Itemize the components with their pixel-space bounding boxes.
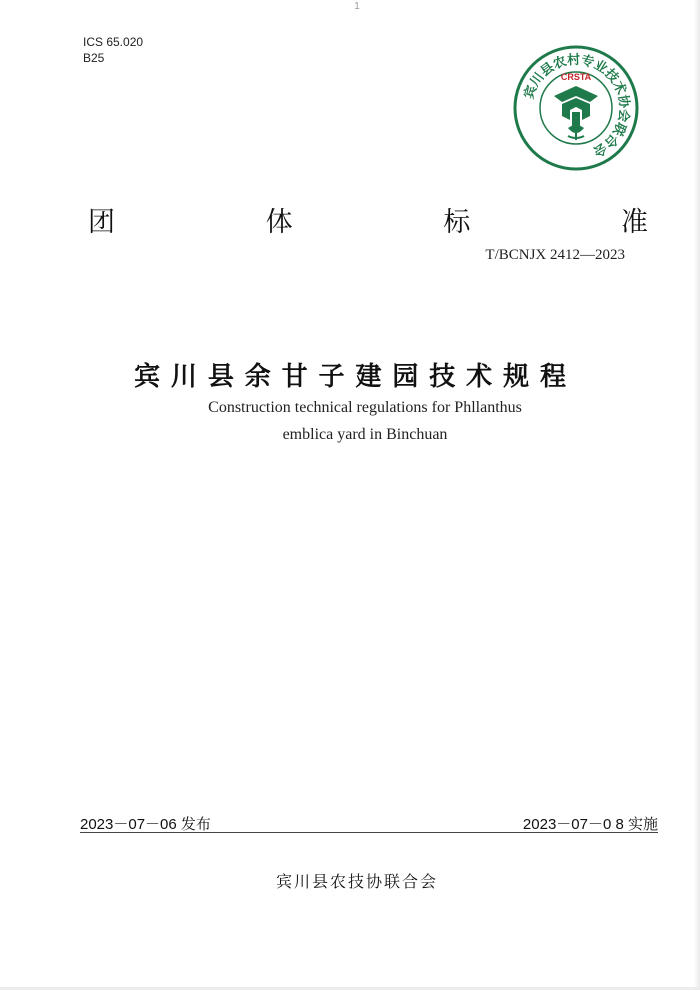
classification-block [83, 34, 143, 66]
title-char: 子 [318, 362, 345, 392]
ics-code: ICS 65.020 [83, 35, 144, 49]
title-char: 余 [244, 362, 271, 392]
title-char: 宾 [134, 362, 161, 392]
issue-date: 2023－07－06 发布 [80, 816, 211, 833]
logo-seal-icon [512, 44, 640, 172]
standard-type-char: 标 [443, 207, 471, 238]
title-char: 程 [539, 362, 566, 392]
implementation-date: 2023－07－0 8 实施 [522, 816, 658, 833]
standard-type-char: 准 [620, 207, 648, 238]
page-edge [694, 0, 700, 990]
title-chinese [134, 356, 566, 393]
logo-abbr: CRSTA [560, 72, 592, 82]
title-char: 建 [355, 362, 382, 392]
association-logo [512, 44, 640, 172]
title-char: 技 [429, 362, 456, 392]
title-char: 县 [207, 362, 234, 392]
publisher: 宾川县农技协联合会 [275, 872, 438, 891]
standard-code: T/BCNJX 2412—2023 [485, 247, 625, 263]
title-char: 川 [170, 362, 197, 392]
title-english-line: emblica yard in Binchuan [282, 426, 448, 443]
title-char: 甘 [281, 362, 308, 392]
title-char: 园 [392, 362, 419, 392]
page-number: 1 [354, 1, 360, 12]
standard-type-char: 团 [88, 207, 115, 238]
logo-ring-text: 宾川县农村专业技术协会联合会 [521, 52, 632, 159]
title-char: 规 [503, 362, 530, 392]
standard-type [88, 200, 648, 239]
title-char: 术 [466, 362, 493, 392]
date-row [80, 813, 658, 833]
ccs-code: B25 [83, 51, 105, 65]
title-english [140, 394, 590, 448]
title-english-line: Construction technical regulations for Phllanthus [208, 399, 522, 416]
date-divider [80, 832, 658, 833]
standard-type-char: 体 [265, 207, 293, 238]
